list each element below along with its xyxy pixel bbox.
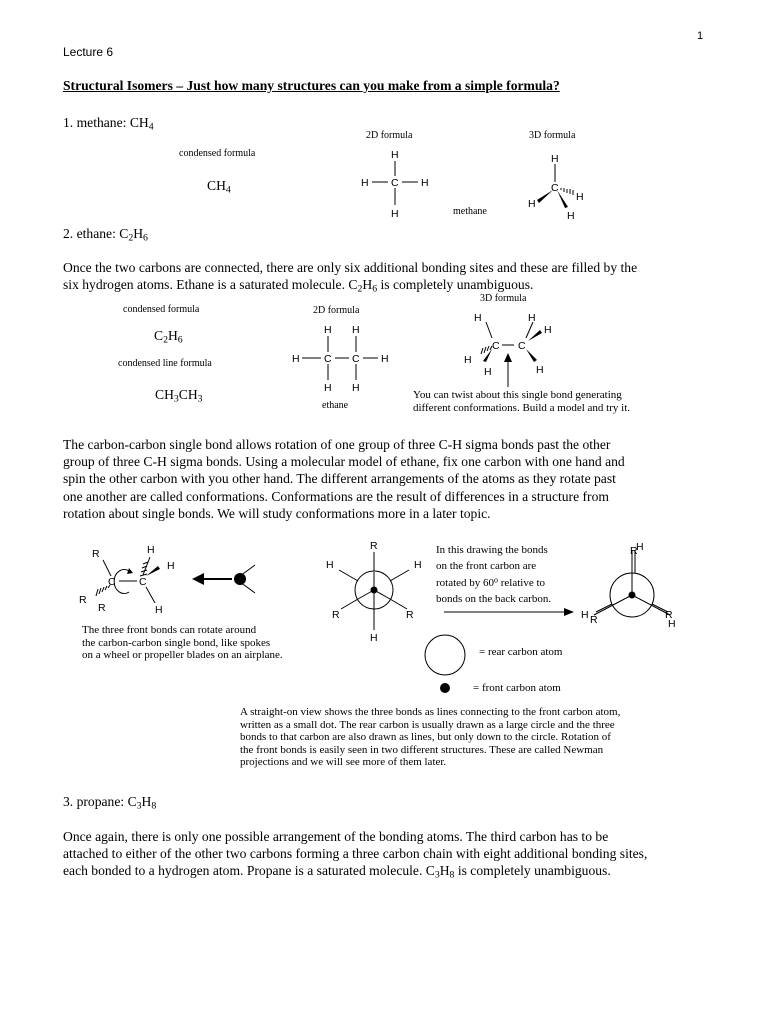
methane-2d-structure [355,145,435,225]
eye-pupil [234,573,246,585]
ethane-3d-label: 3D formula [480,293,527,304]
methane-3d-label: 3D formula [529,130,576,141]
atom-h: H [361,177,369,189]
atom-h: H [421,177,429,189]
wedge-bond [528,330,542,341]
atom-h: H [528,312,536,324]
atom-h: H [551,153,559,165]
methane-name-label: methane [453,206,487,217]
ethane-intro-paragraph: Once the two carbons are connected, there are only six additional bonding sites and these are filled by the six hydrogen atoms. Ethane is a saturated molecule. $C_2H_6$ is completely unambiguous. [63,260,638,295]
atom-h: H [391,149,399,161]
sawhorse-rotation-diagram [75,540,185,620]
methane-3d-structure [520,150,600,230]
atom-h: H [326,559,334,571]
front-carbon-legend-text: = front carbon atom [473,682,561,694]
atom-h: H [536,364,544,376]
atom-h: H [352,324,360,336]
newman-projection-staggered [322,538,426,648]
atom-r: R [630,545,638,557]
straight-on-caption: A straight-on view shows the three bonds as lines connecting to the front carbon atom, written as a small dot. The rear carbon is usually drawn as a large circle and the three bonds to that carbon are also drawn as lines, but only down to the circle. Rotation of the front bonds is easily seen in two different structures. These are called Newman projections and we will see more of them later. [240,706,621,769]
atom-h: H [576,191,584,203]
rotation-caption: In this drawing the bonds on the front carbon are rotated by 60$^o$ relative to bonds on the back carbon. [436,544,552,605]
ethane-heading: 2. ethane: $C_2H_6$ [63,226,148,244]
atom-h: H [324,382,332,394]
atom-h: H [567,210,575,222]
wedge-bond [146,566,160,576]
page-number: 1 [697,30,704,42]
atom-h: H [381,353,389,365]
rear-carbon-legend-text: = rear carbon atom [479,646,563,658]
atom-c: C [551,182,559,194]
atom-h: H [484,366,492,378]
rear-carbon-legend-symbol [421,631,471,681]
atom-h: H [324,324,332,336]
atom-h: H [352,382,360,394]
ethane-condensed-line-formula: $CH_3CH_3$ [155,387,203,405]
atom-c: C [139,576,147,588]
ethane-condensed-formula: $C_2H_6$ [154,328,183,346]
viewing-eye-diagram [190,562,270,598]
atom-h: H [474,312,482,324]
atom-r: R [332,609,340,621]
atom-h: H [668,618,676,630]
atom-r: R [406,609,414,621]
ethane-2d-label: 2D formula [313,305,360,316]
atom-c: C [391,177,399,189]
atom-r: R [92,548,100,560]
methane-condensed-formula: $CH_4$ [207,178,231,196]
methane-2d-label: 2D formula [366,130,413,141]
propane-heading: 3. propane: $C_3H_8$ [63,794,157,812]
methane-condensed-label: condensed formula [179,148,256,159]
atom-h: H [167,560,175,572]
view-arrow-head [192,573,204,585]
atom-h: H [528,198,536,210]
twist-arrow-head [504,353,512,362]
atom-r: R [590,614,598,626]
atom-c: C [492,340,500,352]
rotation-arrow [440,605,580,619]
atom-c: C [352,353,360,365]
atom-h: H [414,559,422,571]
atom-h: H [391,208,399,220]
atom-r: R [79,594,87,606]
front-bonds-caption: The three front bonds can rotate around the carbon-carbon single bond, like spokes on a wheel or propeller blades on an airplane. [82,624,283,662]
atom-r: R [370,540,378,552]
atom-h: H [636,541,644,553]
atom-h: H [370,632,378,644]
atom-c: C [324,353,332,365]
atom-h: H [464,354,472,366]
atom-h: H [581,609,589,621]
atom-r: R [98,602,106,614]
ethane-condensed-label: condensed formula [123,304,200,315]
atom-h: H [544,324,552,336]
ethane-condensed-line-label: condensed line formula [118,358,212,369]
atom-h: H [147,544,155,556]
methane-heading: 1. methane: $CH_4$ [63,115,154,133]
newman-projection-eclipsed [580,538,684,638]
page-title: Structural Isomers – Just how many structures can you make from a simple formula? [63,78,560,93]
propane-paragraph: Once again, there is only one possible arrangement of the bonding atoms. The third carbon has to be attached to either of the other two carbons forming a three carbon chain with eight additional bonding sites, each bonded to a hydrogen atom. Propane is a saturated molecule. $C_3H_8$ is completely unambiguous. [63,829,648,881]
rotation-paragraph: The carbon-carbon single bond allows rotation of one group of three C-H sigma bonds past the other group of three C-H sigma bonds. Using a molecular model of ethane, fix one carbon with one hand and spin the other carbon with you other hand. The different arrangements of the atoms as they rotate past one another are called conformations. Conformations are the result of differences in a structure from rotation about single bonds. We will study conformations more in a later topic. [63,437,625,521]
ethane-name-label: ethane [322,400,349,411]
atom-c: C [108,576,116,588]
wedge-bond [526,349,537,362]
front-carbon-legend-symbol [437,680,453,696]
ethane-2d-structure [288,318,398,398]
hash-bond [481,346,492,354]
lecture-label: Lecture 6 [63,45,114,59]
atom-h: H [292,353,300,365]
atom-c: C [518,340,526,352]
atom-r: R [665,609,673,621]
atom-h: H [155,604,163,616]
wedge-bond [557,190,568,208]
hash-bond [561,188,573,195]
twist-caption: You can twist about this single bond generating different conformations. Build a model and try it. [413,389,630,414]
